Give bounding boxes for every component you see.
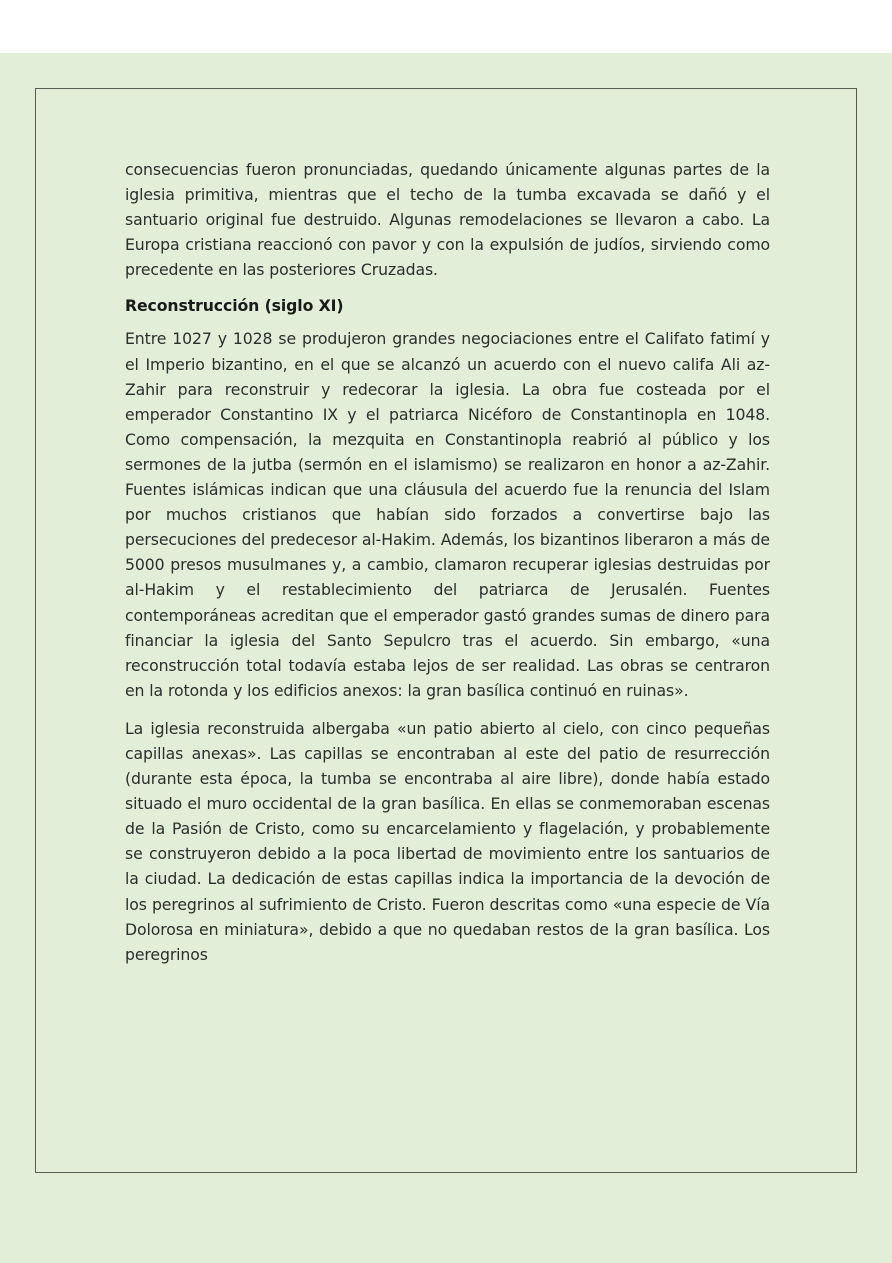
page-top-margin: [0, 0, 892, 53]
paragraph-negotiations: Entre 1027 y 1028 se produjeron grandes negociaciones entre el Califato fatimí y el Imperio bizantino, en el que se alcanzó un acuerdo con el nuevo califa Ali az-Zahir para reconstruir y redecorar la iglesia. La obra fue costeada por el emperador Constantino IX y el patriarca Nicéforo de Constantinopla en 1048. Como compensación, la mezquita en Constantinopla reabrió al público y los sermones de la jutba (sermón en el islamismo) se realizaron en honor a az-Zahir. Fuentes islámicas indican que una cláusula del acuerdo fue la renuncia del Islam por muchos cristianos que habían sido forzados a convertirse bajo las persecuciones del predecesor al-Hakim. Además, los bizantinos liberaron a más de 5000 presos musulmanes y, a cambio, clamaron recuperar iglesias destruidas por al-Hakim y el restablecimiento del patriarca de Jerusalén. Fuentes contemporáneas acreditan que el emperador gastó grandes sumas de dinero para financiar la iglesia del Santo Sepulcro tras el acuerdo. Sin embargo, «una reconstrucción total todavía estaba lejos de ser realidad. Las obras se centraron en la rotonda y los edificios anexos: la gran basílica continuó en ruinas».: [125, 329, 770, 700]
paragraph-consequences: consecuencias fueron pronunciadas, quedando únicamente algunas partes de la iglesia primitiva, mientras que el techo de la tumba excavada se dañó y el santuario original fue destruido. Algunas remodelaciones se llevaron a cabo. La Europa cristiana reaccionó con pavor y con la expulsión de judíos, sirviendo como precedente en las posteriores Cruzadas.: [125, 160, 770, 280]
section-heading-reconstruction: Reconstrucción (siglo XI): [125, 296, 344, 316]
paragraph-rebuilt-church: La iglesia reconstruida albergaba «un patio abierto al cielo, con cinco pequeñas capillas anexas». Las capillas se encontraban al este del patio de resurrección (durante esta época, la tumba se encontraba al aire libre), donde había estado situado el muro occidental de la gran basílica. En ellas se conmemoraban escenas de la Pasión de Cristo, como su encarcelamiento y flagelación, y probablemente se construyeron debido a la poca libertad de movimiento entre los santuarios de la ciudad. La dedicación de estas capillas indica la importancia de la devoción de los peregrinos al sufrimiento de Cristo. Fueron descritas como «una especie de Vía Dolorosa en miniatura», debido a que no quedaban restos de la gran basílica. Los peregrinos: [125, 718, 770, 964]
document-body: [125, 157, 770, 967]
